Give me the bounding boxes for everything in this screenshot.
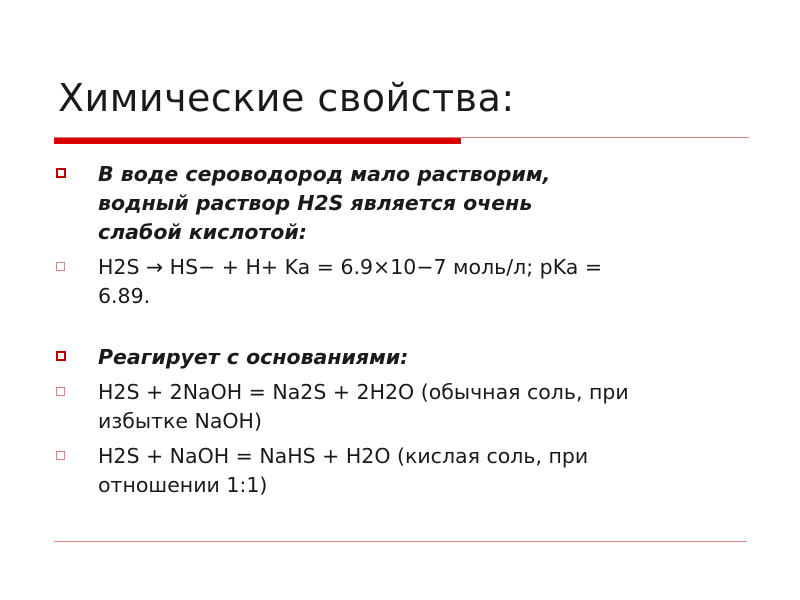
list-item	[54, 442, 714, 500]
item-line: слабой кислотой:	[98, 220, 307, 244]
square-bullet-icon	[56, 262, 65, 271]
list-item	[54, 253, 714, 311]
list-item	[54, 160, 714, 247]
item-line: В воде сероводород мало растворим,	[98, 162, 551, 186]
slide-title: Химические свойства:	[58, 76, 515, 120]
square-bullet-icon	[56, 351, 66, 361]
list-item	[54, 343, 714, 372]
item-line: избытке NaOH)	[98, 409, 262, 433]
item-line: H2S + 2NaOH = Na2S + 2H2O (обычная соль, при	[98, 380, 629, 404]
footer-rule	[54, 541, 747, 542]
item-line: H2S → HS− + H+ Ka = 6.9×10−7 моль/л; pKa =	[98, 255, 603, 279]
list-item	[54, 378, 714, 436]
title-underline-accent	[54, 138, 461, 144]
item-line: Реагирует с основаниями:	[98, 345, 409, 369]
item-line: отношении 1:1)	[98, 473, 268, 497]
square-bullet-icon	[56, 387, 65, 396]
item-line: водный раствор H2S является очень	[98, 191, 533, 215]
bullet-list	[54, 160, 714, 500]
item-line: 6.89.	[98, 284, 151, 308]
square-bullet-icon	[56, 451, 65, 460]
square-bullet-icon	[56, 168, 66, 178]
item-line: H2S + NaOH = NaHS + H2O (кислая соль, при	[98, 444, 589, 468]
